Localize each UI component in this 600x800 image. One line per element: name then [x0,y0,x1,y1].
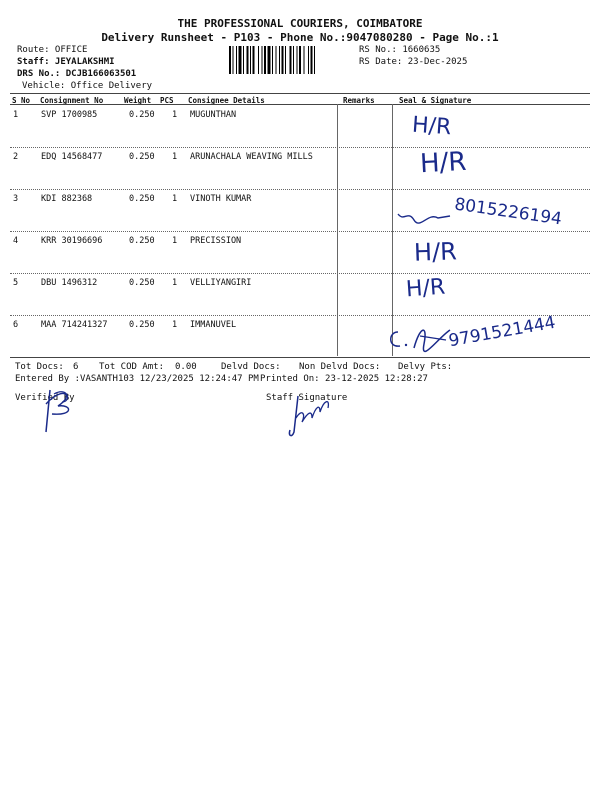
handwritten-receipt: 8015226194 [453,194,564,230]
rs-number: RS No.: 1660635 [359,45,441,55]
col-header-remarks: Remarks [343,96,375,105]
col-header-seal-signature: Seal & Signature [399,96,472,105]
col-header-weight: Weight [124,96,152,105]
row-consignment-no: DBU 1496312 [41,278,98,288]
row-consignment-no: KRR 30196696 [41,236,103,246]
table-header-rule [10,104,590,105]
staff-signature-label: Staff Signature [266,393,348,403]
row-pcs: 1 [172,320,178,330]
row-divider [10,315,590,316]
row-sno: 2 [13,152,19,162]
row-pcs: 1 [172,194,178,204]
col-header-consignee: Consignee Details [188,96,265,105]
handwritten-receipt: H/R [413,237,458,267]
col-header-consignment: Consignment No [40,96,104,105]
table-row [0,236,600,278]
row-pcs: 1 [172,110,178,120]
handwritten-receipt: H/R [411,112,453,141]
staff-signature [286,388,336,440]
row-sno: 4 [13,236,19,246]
row-weight: 0.250 [129,152,155,162]
receiver-signature [384,318,454,358]
table-row [0,278,600,320]
table-top-rule [10,93,590,94]
table-row [0,110,600,152]
row-consignee: IMMANUVEL [190,320,237,330]
table-bottom-rule [10,357,590,358]
tot-docs-label: Tot Docs: [15,362,64,372]
staff-field: Staff: JEYALAKSHMI [17,57,115,67]
runsheet-subtitle: Delivery Runsheet - P103 - Phone No.:9047080280 - Page No.:1 [101,31,499,44]
route-field: Route: OFFICE [17,45,88,55]
row-pcs: 1 [172,152,178,162]
barcode-image [229,46,355,74]
row-pcs: 1 [172,236,178,246]
row-weight: 0.250 [129,236,155,246]
row-weight: 0.250 [129,278,155,288]
row-consignee: MUGUNTHAN [190,110,237,120]
row-consignment-no: EDQ 14568477 [41,152,103,162]
col-header-sno: S No [12,96,31,105]
row-consignee: VINOTH KUMAR [190,194,252,204]
row-consignee: ARUNACHALA WEAVING MILLS [190,152,313,162]
row-consignee: VELLIYANGIRI [190,278,252,288]
vehicle-field: Vehicle: Office Delivery [22,81,153,91]
row-divider [10,273,590,274]
row-weight: 0.250 [129,320,155,330]
entered-by: Entered By :VASANTH103 12/23/2025 12:24:47 PM [15,374,259,384]
row-sno: 3 [13,194,19,204]
delvy-pts-label: Delvy Pts: [398,362,453,372]
tot-cod-value: 0.00 [175,362,197,372]
row-sno: 5 [13,278,19,288]
row-weight: 0.250 [129,194,155,204]
row-sno: 1 [13,110,19,120]
row-divider [10,231,590,232]
printed-on: Printed On: 23-12-2025 12:28:27 [260,374,428,384]
verified-by-label: Verified By [15,393,75,403]
handwritten-receipt: H/R [419,146,468,180]
drs-number: DRS No.: DCJB166063501 [17,69,137,79]
tot-docs-value: 6 [73,362,79,372]
tot-cod-label: Tot COD Amt: [99,362,165,372]
rs-date: RS Date: 23-Dec-2025 [359,57,468,67]
handwritten-receipt: H/R [405,274,447,303]
handwritten-receipt: 9791521444 [447,312,558,352]
row-consignment-no: KDI 882368 [41,194,93,204]
row-divider [10,147,590,148]
delvd-docs-label: Delvd Docs: [221,362,281,372]
row-consignment-no: MAA 714241327 [41,320,108,330]
row-consignee: PRECISSION [190,236,242,246]
non-delvd-docs-label: Non Delvd Docs: [299,362,381,372]
row-weight: 0.250 [129,110,155,120]
col-header-pcs: PCS [160,96,174,105]
company-title: THE PROFESSIONAL COURIERS, COIMBATORE [177,17,423,30]
row-consignment-no: SVP 1700985 [41,110,98,120]
table-row [0,152,600,194]
row-divider [10,189,590,190]
row-pcs: 1 [172,278,178,288]
row-sno: 6 [13,320,19,330]
pen-scribble [394,208,454,228]
verifier-signature [32,382,82,437]
